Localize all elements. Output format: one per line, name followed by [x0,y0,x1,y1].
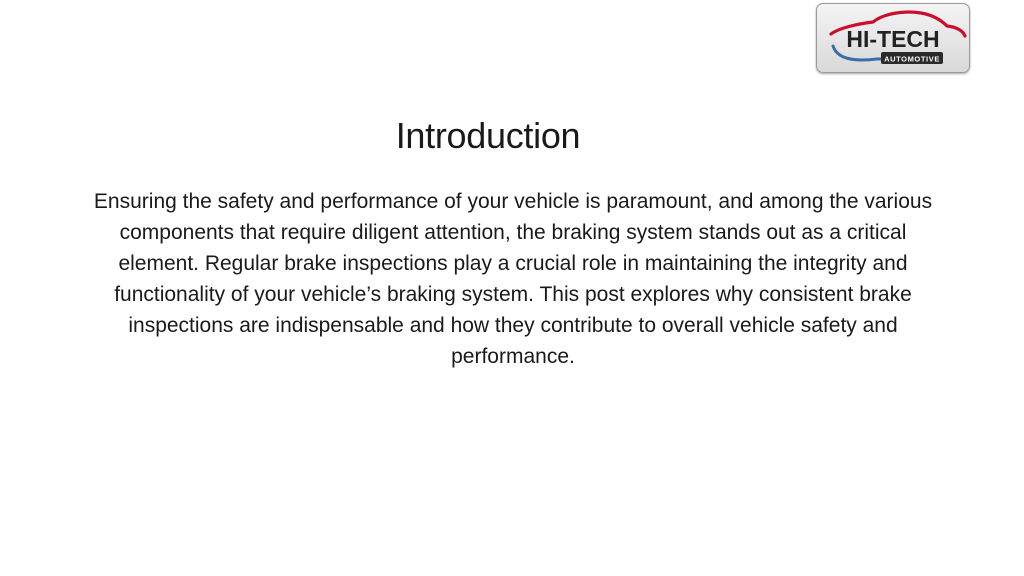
logo-tagline-text: AUTOMOTIVE [884,54,940,64]
slide-body-text: Ensuring the safety and performance of your vehicle is paramount, and among the various components that require diligent attention, the braking system stands out as a critical element. Regular brake inspections play a crucial role in maintaining the integrity and functionality of your vehicle’s braking system. This post explores why consistent brake inspections are indispensable and how they contribute to overall vehicle safety and performance. [93,190,933,368]
slide-title: Introduction [395,115,581,156]
hi-tech-automotive-logo [816,3,970,73]
logo-brand-text: HI-TECH [846,26,940,52]
logo-graphic [817,4,969,72]
